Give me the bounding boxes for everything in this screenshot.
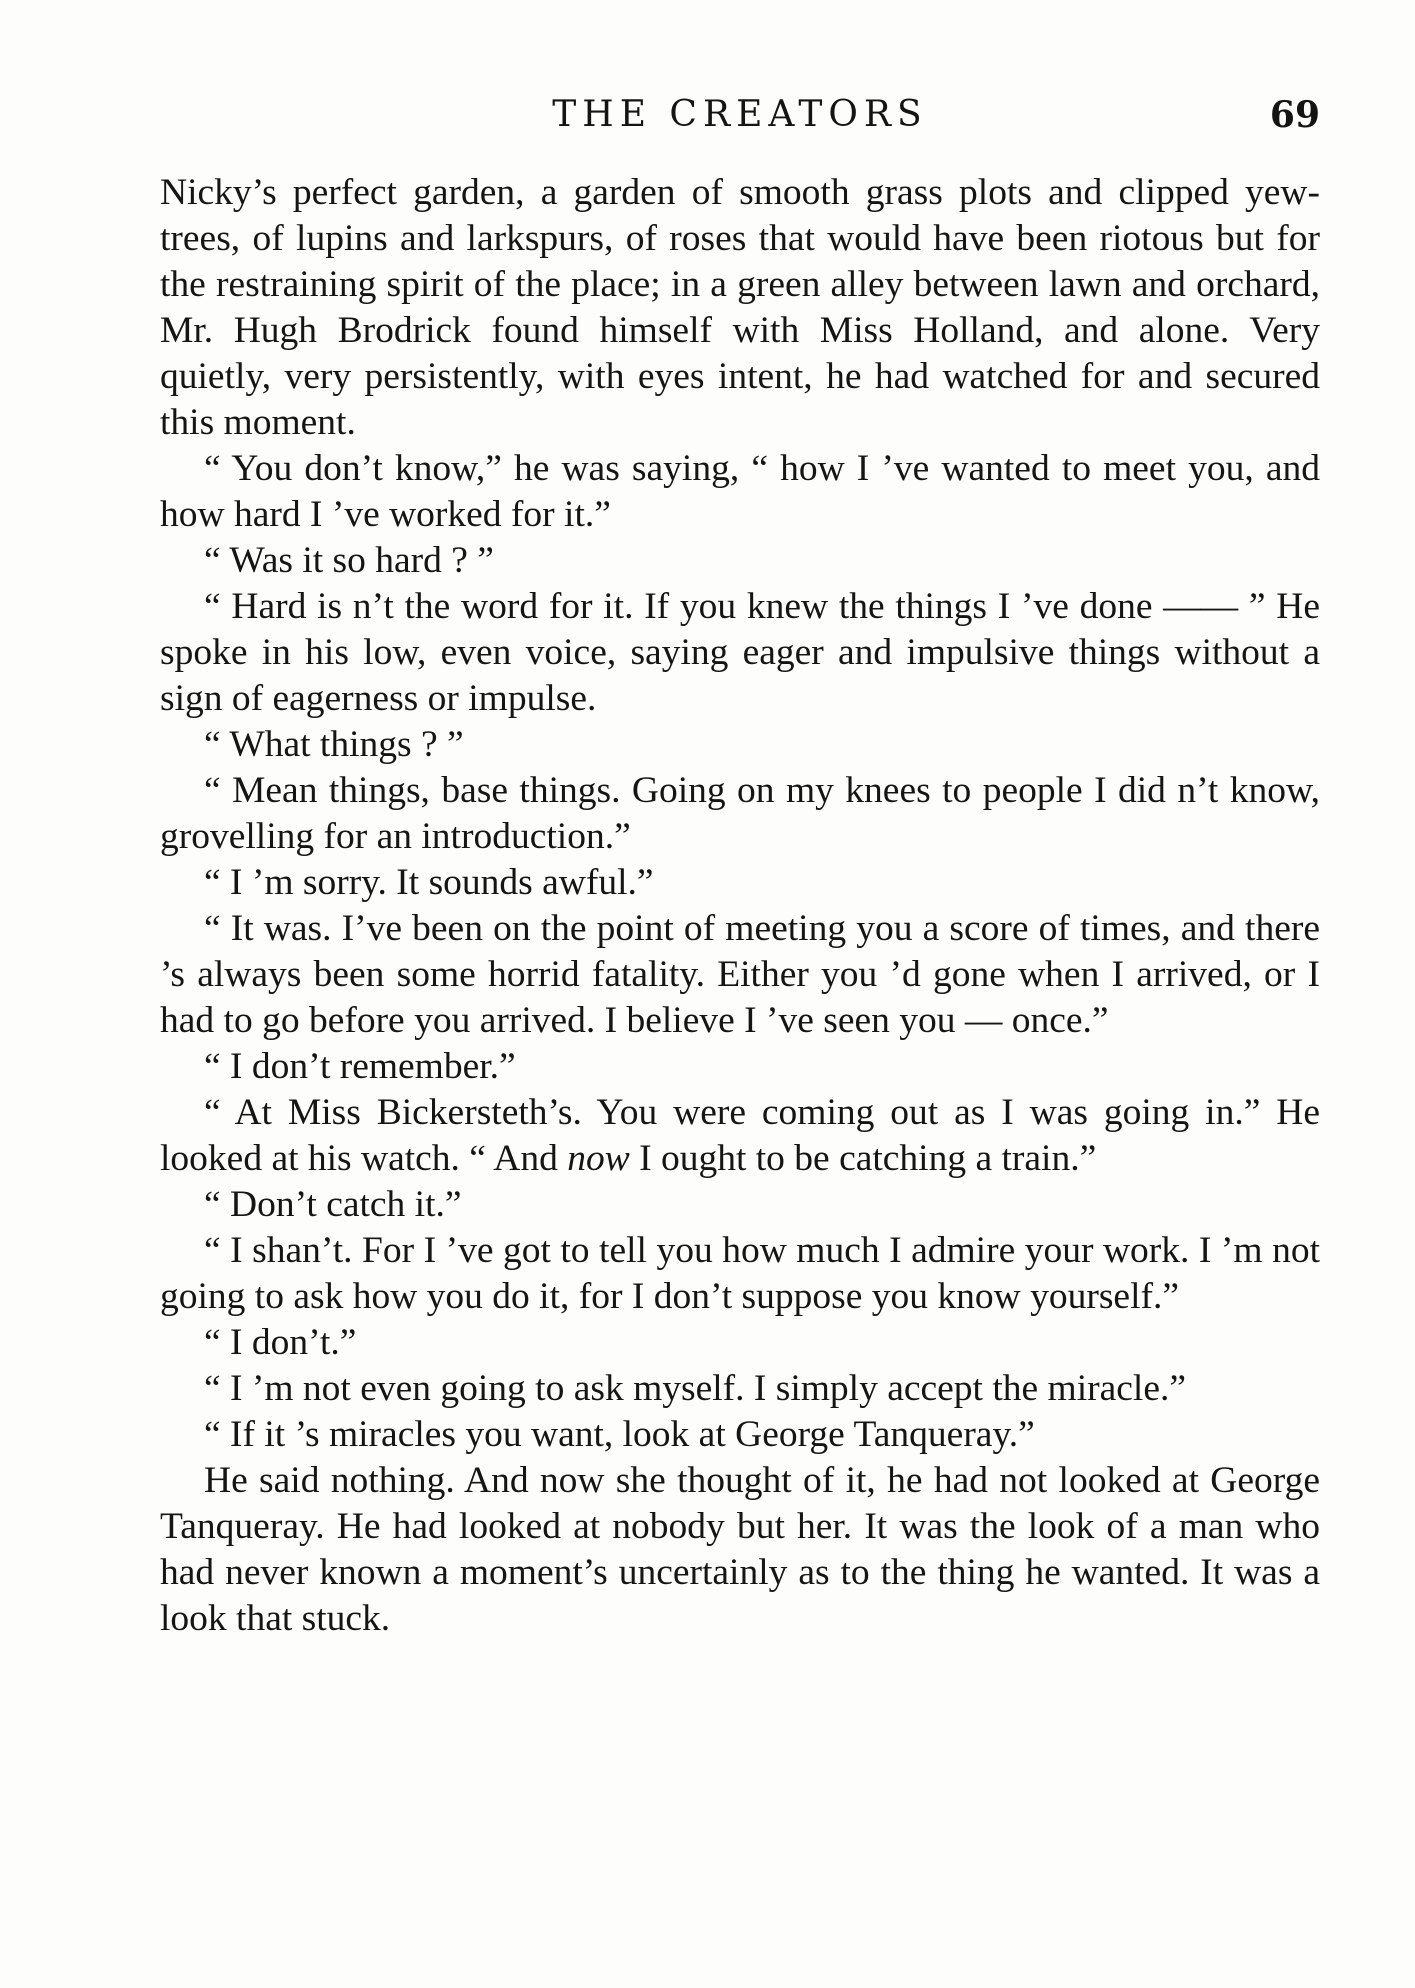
paragraph: “ I shan’t. For I ’ve got to tell you how much I admire your work. I ’m not going to ask how you do it, for I don’t suppose you know yourself.”	[160, 1230, 1320, 1317]
paragraph-text: “ At Miss Bickersteth’s. You were coming out as I was going in.” He looked at his watch. “ And	[160, 1092, 1320, 1179]
running-title: THE CREATORS	[552, 94, 928, 135]
paragraph: “ Mean things, base things. Going on my knees to people I did n’t know, grovelling for an introduction.”	[160, 770, 1320, 857]
paragraph: “ I ’m not even going to ask myself. I simply accept the miracle.”	[204, 1368, 1186, 1409]
paragraph: “ Was it so hard ? ”	[204, 540, 494, 581]
emphasis: now	[567, 1138, 630, 1179]
paragraph: “ I ’m sorry. It sounds awful.”	[204, 862, 654, 903]
paragraph: “ What things ? ”	[204, 724, 464, 765]
running-header	[160, 88, 1320, 148]
paragraph: “ If it ’s miracles you want, look at George Tanqueray.”	[204, 1414, 1035, 1455]
paragraph: “ Don’t catch it.”	[204, 1184, 462, 1225]
paragraph: “ Hard is n’t the word for it. If you knew the things I ’ve done —— ” He spoke in his low, even voice, saying eager and impulsive things without a sign of eagerness or impulse.	[160, 586, 1320, 719]
page-number: 69	[1269, 94, 1320, 136]
paragraph	[160, 1090, 1320, 1182]
paragraph: “ You don’t know,” he was saying, “ how I ’ve wanted to meet you, and how hard I ’ve worked for it.”	[160, 448, 1320, 535]
paragraph: He said nothing. And now she thought of it, he had not looked at George Tanqueray. He had looked at nobody but her. It was the look of a man who had never known a moment’s uncertainly as to the thing he wanted. It was a look that stuck.	[160, 1460, 1320, 1639]
paragraph: “ I don’t remember.”	[204, 1046, 516, 1087]
paragraph-text: I ought to be catching a train.”	[629, 1138, 1097, 1179]
page-body	[160, 170, 1320, 1642]
paragraph: “ I don’t.”	[204, 1322, 357, 1363]
paragraph: Nicky’s perfect garden, a garden of smooth grass plots and clipped yew-trees, of lupins and larkspurs, of roses that would have been riotous but for the restraining spirit of the place; in a green alley between lawn and orchard, Mr. Hugh Brodrick found himself with Miss Holland, and alone. Very quietly, very persistently, with eyes intent, he had watched for and secured this moment.	[160, 172, 1320, 443]
paragraph: “ It was. I’ve been on the point of meeting you a score of times, and there ’s always been some horrid fatality. Either you ’d gone when I arrived, or I had to go before you arrived. I believe I ’ve seen you — once.”	[160, 908, 1320, 1041]
